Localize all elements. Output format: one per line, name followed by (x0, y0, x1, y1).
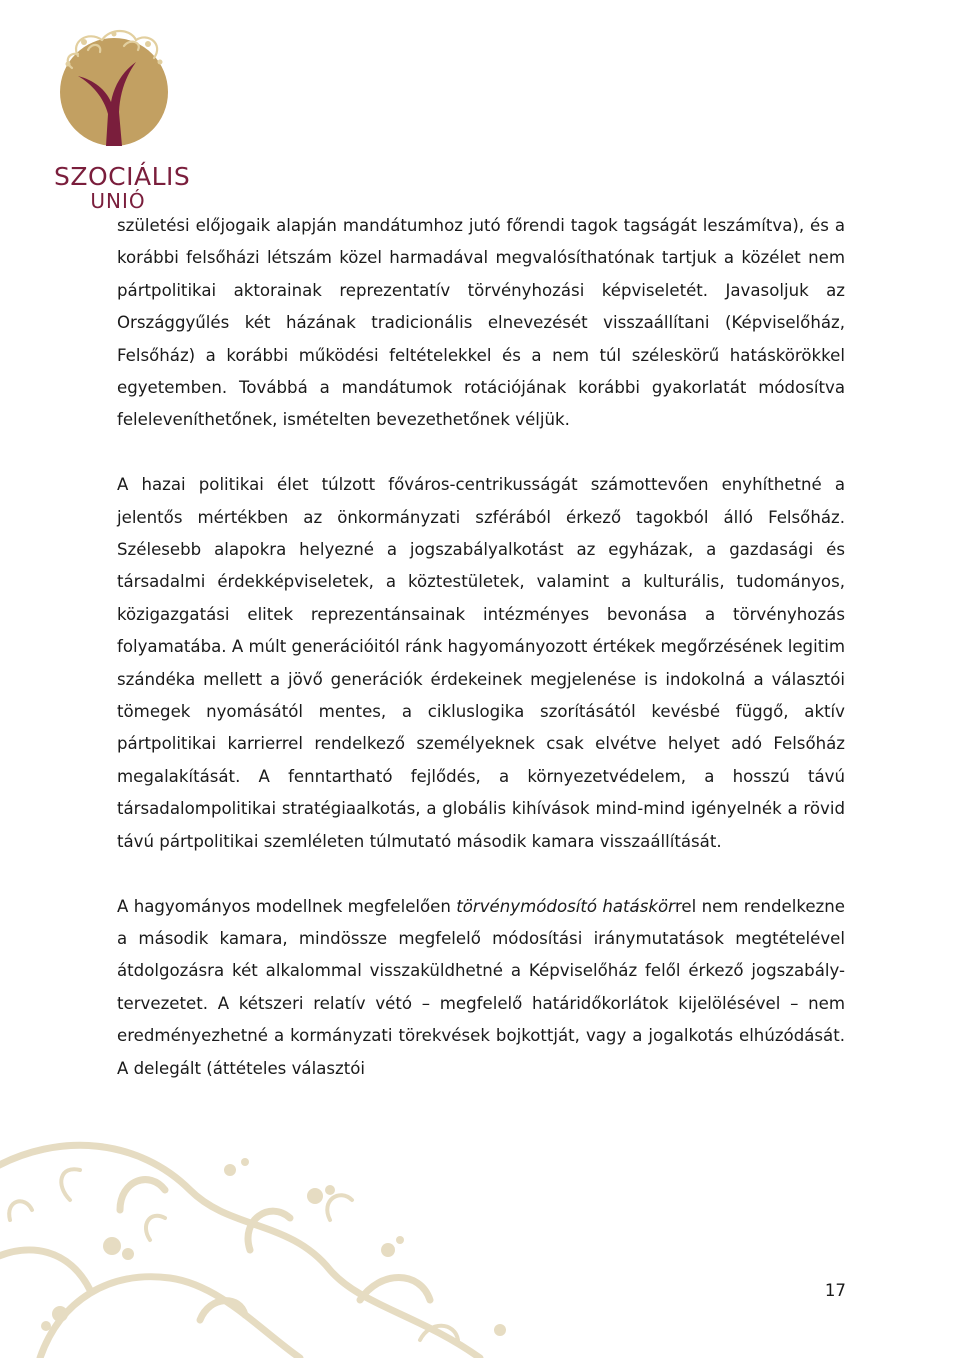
paragraph-3-before: A hagyományos modellnek megfelelően (117, 896, 457, 916)
page-number: 17 (824, 1281, 846, 1300)
paragraph-3 (117, 891, 845, 1085)
szocialis-unio-logo (48, 22, 191, 213)
logo-text-szocialis: SZOCIÁLIS (54, 162, 191, 191)
paragraph-1: születési előjogaik alapján mandátumhoz jutó főrendi tagok tagságát leszámítva), és a korábbi felsőházi létszám közel harmadával megvalósíthatónak tartjuk a közélet nem pártpolitikai aktorainak reprezentatív törvényhozási képviseletét. Javasoljuk az Országgyűlés két házának tradicionális elnevezését visszaállítani (Képviselőház, Felsőház) a korábbi működési feltételekkel és a nem túl széleskörű hatáskörökkel egyetemben. Továbbá a mandátumok rotációjának korábbi gyakorlatát módosítva feleleveníthetőnek, ismételten bevezethetőnek véljük. (117, 216, 845, 430)
logo-text-unio: UNIÓ (90, 189, 146, 213)
body-text (117, 210, 845, 1085)
floral-ornament (0, 1100, 560, 1358)
paragraph-3-after: rel nem rendelkezne a második kamara, mindössze megfelelő módosítási iránymutatások megtételével átdolgozásra két alkalommal visszaküldhetné a Képviselőház felől érkező jogszabály-tervezetet. A kétszeri relatív vétó – megfelelő határidőkorlátok kijelölésével – nem eredményezhetné a kormányzati törekvések bojkottját, vagy a jogalkotás elhúzódását. A delegált (áttételes választói (117, 896, 845, 1078)
paragraph-3-emphasis: törvénymódosító hatáskör (456, 896, 675, 916)
paragraph-2: A hazai politikai élet túlzott főváros-centrikusságát számottevően enyhíthetné a jelentős mértékben az önkormányzati szférából érkező tagokból álló Felsőház. Szélesebb alapokra helyezné a jogszabályalkotást az egyházak, a gazdasági és társadalmi érdekképviseletek, a köztestületek, valamint a kulturális, tudományos, közigazgatási elitek reprezentánsainak intézményes bevonása a törvényhozás folyamatába. A múlt generációitól ránk hagyományozott értékek megőrzésének legitim szándéka mellett a jövő generációk érdekeinek megjelenése is indokolná a választói tömegek nyomásától mentes, a cikluslogika szorításától kevésbé függő, aktív pártpolitikai karrierrel rendelkező személyeknek csak elvétve helyet adó Felsőház megalakítását. A fenntartható fejlődés, a környezetvédelem, a hosszú távú társadalompolitikai stratégiaalkotás, a globális kihívások mind-mind igényelnék a rövid távú pártpolitikai szemléleten túlmutató második kamara visszaállítását. (117, 475, 845, 851)
tree-emblem-icon (48, 22, 188, 164)
